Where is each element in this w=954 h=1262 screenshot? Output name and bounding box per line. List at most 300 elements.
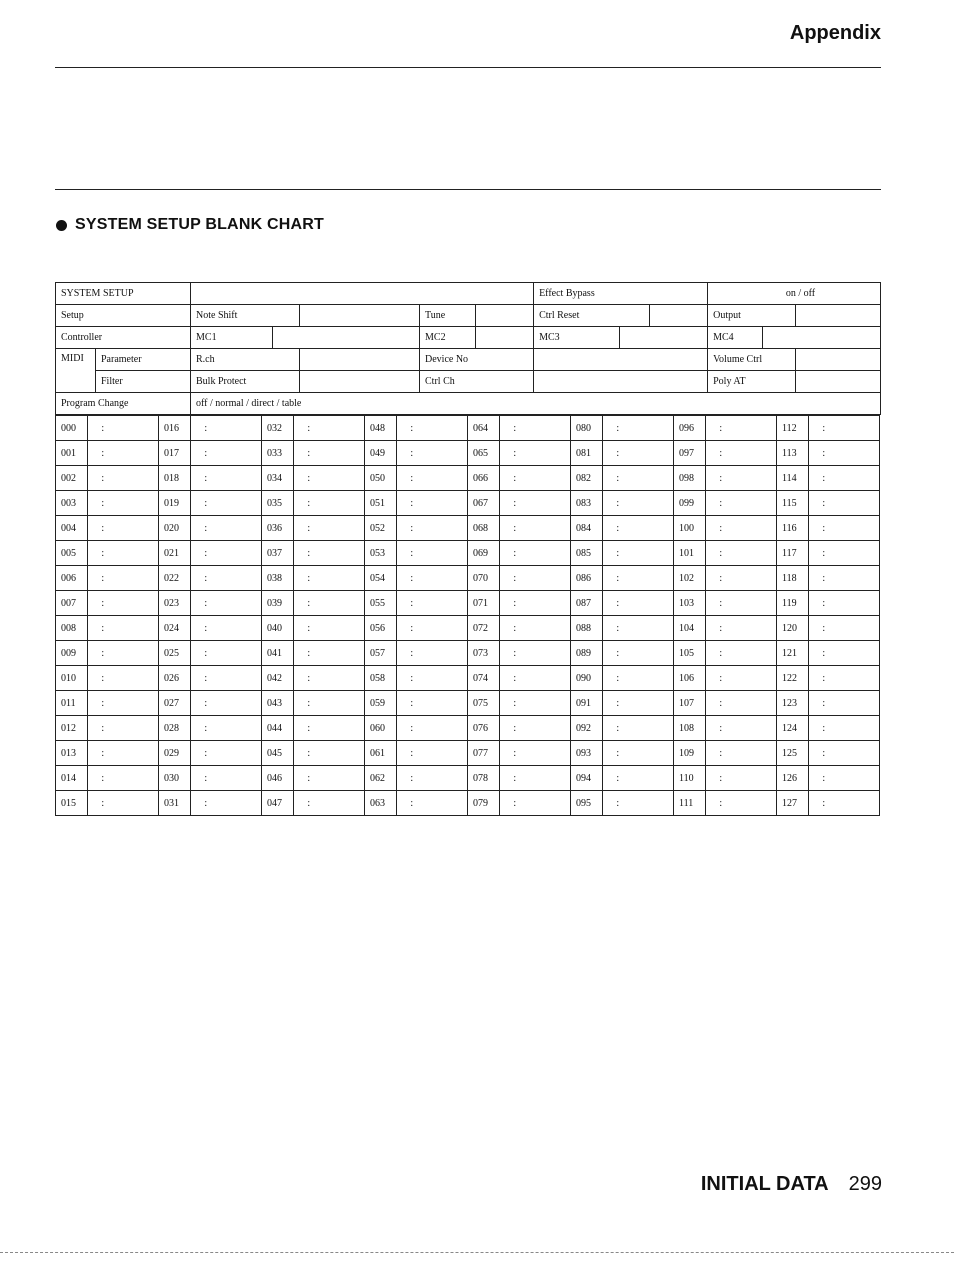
program-separator: : — [294, 466, 324, 491]
program-number: 094 — [571, 766, 603, 791]
program-value — [427, 591, 468, 616]
program-separator: : — [603, 691, 633, 716]
program-number: 071 — [468, 591, 500, 616]
program-value — [530, 791, 571, 816]
program-value — [530, 491, 571, 516]
program-number: 009 — [56, 641, 88, 666]
program-separator: : — [88, 566, 118, 591]
program-number: 089 — [571, 641, 603, 666]
program-separator: : — [809, 466, 839, 491]
program-separator: : — [500, 741, 530, 766]
program-separator: : — [191, 416, 221, 441]
program-separator: : — [500, 591, 530, 616]
program-number: 126 — [777, 766, 809, 791]
program-value — [221, 516, 262, 541]
program-number: 052 — [365, 516, 397, 541]
program-value — [839, 591, 880, 616]
program-separator: : — [706, 666, 736, 691]
program-number: 091 — [571, 691, 603, 716]
program-separator: : — [500, 716, 530, 741]
program-number: 093 — [571, 741, 603, 766]
program-change-label: Program Change — [56, 393, 191, 415]
program-value — [427, 766, 468, 791]
program-value — [324, 591, 365, 616]
program-number: 090 — [571, 666, 603, 691]
bulk-protect-value — [300, 371, 420, 393]
program-number: 045 — [262, 741, 294, 766]
program-value — [839, 641, 880, 666]
program-number: 112 — [777, 416, 809, 441]
system-setup-value — [191, 283, 534, 305]
program-value — [118, 466, 159, 491]
program-value — [736, 416, 777, 441]
program-separator: : — [809, 441, 839, 466]
program-separator: : — [809, 541, 839, 566]
program-value — [530, 416, 571, 441]
rch-label: R.ch — [191, 349, 300, 371]
program-separator: : — [397, 641, 427, 666]
program-value — [736, 666, 777, 691]
program-value — [839, 616, 880, 641]
program-value — [221, 416, 262, 441]
table-row — [56, 791, 880, 816]
program-number: 083 — [571, 491, 603, 516]
program-separator: : — [88, 616, 118, 641]
program-separator: : — [500, 541, 530, 566]
program-separator: : — [294, 766, 324, 791]
program-separator: : — [191, 641, 221, 666]
program-value — [324, 541, 365, 566]
program-value — [221, 566, 262, 591]
program-value — [633, 516, 674, 541]
filter-label: Filter — [96, 371, 191, 393]
program-value — [118, 491, 159, 516]
poly-at-label: Poly AT — [708, 371, 796, 393]
program-separator: : — [294, 516, 324, 541]
program-separator: : — [191, 766, 221, 791]
program-value — [324, 766, 365, 791]
program-number: 120 — [777, 616, 809, 641]
program-number: 082 — [571, 466, 603, 491]
program-number: 011 — [56, 691, 88, 716]
program-value — [633, 441, 674, 466]
program-separator: : — [88, 741, 118, 766]
program-separator: : — [500, 616, 530, 641]
program-value — [221, 716, 262, 741]
program-value — [324, 666, 365, 691]
mc3-value — [620, 327, 708, 349]
program-separator: : — [397, 716, 427, 741]
program-number: 084 — [571, 516, 603, 541]
mc3-label: MC3 — [534, 327, 620, 349]
program-number: 006 — [56, 566, 88, 591]
program-separator: : — [706, 791, 736, 816]
program-value — [221, 791, 262, 816]
program-separator: : — [603, 741, 633, 766]
program-separator: : — [88, 541, 118, 566]
program-value — [427, 741, 468, 766]
program-number: 095 — [571, 791, 603, 816]
program-number: 115 — [777, 491, 809, 516]
program-separator: : — [706, 541, 736, 566]
setup-row-system — [56, 283, 881, 305]
output-value — [796, 305, 881, 327]
program-number: 123 — [777, 691, 809, 716]
table-row — [56, 566, 880, 591]
program-value — [839, 416, 880, 441]
program-separator: : — [603, 616, 633, 641]
program-number: 077 — [468, 741, 500, 766]
program-value — [221, 666, 262, 691]
controller-label: Controller — [56, 327, 191, 349]
program-number: 000 — [56, 416, 88, 441]
volume-ctrl-label: Volume Ctrl — [708, 349, 796, 371]
program-number: 001 — [56, 441, 88, 466]
note-shift-label: Note Shift — [191, 305, 300, 327]
program-separator: : — [191, 541, 221, 566]
program-separator: : — [809, 491, 839, 516]
program-separator: : — [809, 716, 839, 741]
program-value — [324, 616, 365, 641]
program-separator: : — [603, 516, 633, 541]
program-number: 065 — [468, 441, 500, 466]
program-value — [427, 516, 468, 541]
program-number: 073 — [468, 641, 500, 666]
program-number: 107 — [674, 691, 706, 716]
program-separator: : — [603, 666, 633, 691]
table-row — [56, 691, 880, 716]
program-number: 022 — [159, 566, 191, 591]
program-separator: : — [809, 791, 839, 816]
program-separator: : — [500, 791, 530, 816]
program-value — [324, 416, 365, 441]
program-number: 074 — [468, 666, 500, 691]
program-number: 058 — [365, 666, 397, 691]
program-number: 010 — [56, 666, 88, 691]
program-change-table — [55, 415, 880, 816]
program-separator: : — [294, 566, 324, 591]
program-number: 062 — [365, 766, 397, 791]
table-row — [56, 491, 880, 516]
program-number: 099 — [674, 491, 706, 516]
program-value — [633, 666, 674, 691]
program-value — [221, 491, 262, 516]
program-value — [324, 791, 365, 816]
tune-value — [476, 305, 534, 327]
program-separator: : — [706, 691, 736, 716]
program-number: 036 — [262, 516, 294, 541]
program-separator: : — [500, 441, 530, 466]
program-separator: : — [88, 791, 118, 816]
program-value — [530, 716, 571, 741]
program-value — [839, 666, 880, 691]
program-number: 034 — [262, 466, 294, 491]
program-number: 119 — [777, 591, 809, 616]
program-number: 035 — [262, 491, 294, 516]
program-value — [633, 416, 674, 441]
mc2-label: MC2 — [420, 327, 476, 349]
program-separator: : — [397, 616, 427, 641]
program-separator: : — [294, 616, 324, 641]
program-value — [427, 541, 468, 566]
program-number: 108 — [674, 716, 706, 741]
program-separator: : — [294, 416, 324, 441]
program-value — [839, 566, 880, 591]
program-number: 121 — [777, 641, 809, 666]
footer-section-title: INITIAL DATA — [700, 1173, 829, 1195]
mc1-value — [273, 327, 420, 349]
program-value — [839, 741, 880, 766]
program-number: 078 — [468, 766, 500, 791]
program-number: 030 — [159, 766, 191, 791]
program-value — [530, 616, 571, 641]
program-separator: : — [500, 566, 530, 591]
table-row — [56, 666, 880, 691]
program-separator: : — [397, 541, 427, 566]
program-number: 110 — [674, 766, 706, 791]
program-separator: : — [603, 641, 633, 666]
program-value — [633, 566, 674, 591]
program-value — [839, 466, 880, 491]
program-separator: : — [294, 791, 324, 816]
program-value — [736, 441, 777, 466]
program-separator: : — [191, 716, 221, 741]
program-number: 038 — [262, 566, 294, 591]
program-separator: : — [706, 616, 736, 641]
program-number: 102 — [674, 566, 706, 591]
program-separator: : — [397, 691, 427, 716]
program-number: 117 — [777, 541, 809, 566]
program-separator: : — [88, 641, 118, 666]
program-value — [118, 591, 159, 616]
program-separator: : — [294, 541, 324, 566]
program-separator: : — [88, 416, 118, 441]
program-value — [736, 591, 777, 616]
program-number: 080 — [571, 416, 603, 441]
page-number: 299 — [848, 1173, 882, 1195]
program-value — [221, 466, 262, 491]
program-change-mode: off / normal / direct / table — [191, 393, 881, 415]
program-value — [221, 541, 262, 566]
program-number: 060 — [365, 716, 397, 741]
program-separator: : — [88, 441, 118, 466]
program-number: 054 — [365, 566, 397, 591]
program-separator: : — [294, 591, 324, 616]
program-separator: : — [809, 516, 839, 541]
program-value — [427, 491, 468, 516]
program-separator: : — [809, 641, 839, 666]
program-value — [324, 466, 365, 491]
program-value — [633, 591, 674, 616]
program-value — [427, 441, 468, 466]
program-separator: : — [500, 516, 530, 541]
program-separator: : — [397, 416, 427, 441]
program-number: 066 — [468, 466, 500, 491]
program-value — [118, 541, 159, 566]
program-separator: : — [809, 666, 839, 691]
program-separator: : — [603, 466, 633, 491]
program-number: 012 — [56, 716, 88, 741]
program-value — [118, 741, 159, 766]
program-number: 098 — [674, 466, 706, 491]
program-value — [530, 591, 571, 616]
program-number: 005 — [56, 541, 88, 566]
setup-row-midi-parameter — [56, 349, 881, 371]
program-separator: : — [397, 491, 427, 516]
program-separator: : — [88, 516, 118, 541]
program-separator: : — [191, 791, 221, 816]
program-value — [530, 441, 571, 466]
program-number: 014 — [56, 766, 88, 791]
program-separator: : — [294, 691, 324, 716]
note-shift-value — [300, 305, 420, 327]
program-number: 081 — [571, 441, 603, 466]
tune-label: Tune — [420, 305, 476, 327]
program-value — [633, 741, 674, 766]
parameter-label: Parameter — [96, 349, 191, 371]
program-separator: : — [500, 416, 530, 441]
program-number: 125 — [777, 741, 809, 766]
table-row — [56, 616, 880, 641]
program-number: 020 — [159, 516, 191, 541]
program-separator: : — [500, 691, 530, 716]
program-separator: : — [706, 516, 736, 541]
program-number: 033 — [262, 441, 294, 466]
program-value — [530, 766, 571, 791]
program-separator: : — [191, 691, 221, 716]
program-value — [736, 791, 777, 816]
program-number: 087 — [571, 591, 603, 616]
program-number: 031 — [159, 791, 191, 816]
program-separator: : — [397, 766, 427, 791]
program-value — [221, 441, 262, 466]
program-separator: : — [294, 641, 324, 666]
program-separator: : — [603, 441, 633, 466]
program-value — [530, 741, 571, 766]
program-number: 092 — [571, 716, 603, 741]
program-separator: : — [603, 716, 633, 741]
program-number: 008 — [56, 616, 88, 641]
table-row — [56, 641, 880, 666]
program-value — [118, 416, 159, 441]
program-value — [118, 791, 159, 816]
mc4-value — [763, 327, 881, 349]
mc1-label: MC1 — [191, 327, 273, 349]
program-value — [118, 616, 159, 641]
program-number: 028 — [159, 716, 191, 741]
program-number: 059 — [365, 691, 397, 716]
program-number: 021 — [159, 541, 191, 566]
program-separator: : — [294, 666, 324, 691]
device-no-value — [534, 349, 708, 371]
section-rule — [55, 189, 881, 190]
program-value — [427, 466, 468, 491]
program-value — [530, 691, 571, 716]
program-separator: : — [706, 766, 736, 791]
program-value — [427, 641, 468, 666]
program-separator: : — [603, 416, 633, 441]
table-row — [56, 516, 880, 541]
program-separator: : — [603, 491, 633, 516]
program-value — [427, 666, 468, 691]
program-separator: : — [294, 491, 324, 516]
program-value — [324, 741, 365, 766]
program-value — [427, 791, 468, 816]
program-separator: : — [809, 591, 839, 616]
program-separator: : — [706, 466, 736, 491]
program-separator: : — [706, 491, 736, 516]
program-value — [118, 666, 159, 691]
program-number: 069 — [468, 541, 500, 566]
mc4-label: MC4 — [708, 327, 763, 349]
program-number: 075 — [468, 691, 500, 716]
bottom-rule — [0, 1252, 954, 1253]
program-separator: : — [397, 666, 427, 691]
program-value — [324, 691, 365, 716]
program-value — [118, 691, 159, 716]
program-value — [324, 566, 365, 591]
program-value — [736, 691, 777, 716]
program-number: 088 — [571, 616, 603, 641]
program-separator: : — [809, 416, 839, 441]
program-number: 064 — [468, 416, 500, 441]
program-separator: : — [706, 416, 736, 441]
program-separator: : — [88, 466, 118, 491]
program-value — [633, 491, 674, 516]
program-number: 070 — [468, 566, 500, 591]
program-value — [530, 516, 571, 541]
program-value — [118, 516, 159, 541]
program-number: 041 — [262, 641, 294, 666]
program-number: 044 — [262, 716, 294, 741]
program-separator: : — [809, 766, 839, 791]
program-number: 027 — [159, 691, 191, 716]
program-value — [736, 566, 777, 591]
program-number: 023 — [159, 591, 191, 616]
program-number: 004 — [56, 516, 88, 541]
ctrl-ch-value — [534, 371, 708, 393]
program-value — [839, 441, 880, 466]
program-value — [839, 541, 880, 566]
program-number: 086 — [571, 566, 603, 591]
program-number: 106 — [674, 666, 706, 691]
program-separator: : — [191, 741, 221, 766]
table-row — [56, 716, 880, 741]
program-separator: : — [397, 741, 427, 766]
program-value — [530, 641, 571, 666]
program-number: 017 — [159, 441, 191, 466]
program-separator: : — [809, 741, 839, 766]
program-value — [118, 641, 159, 666]
bulk-protect-label: Bulk Protect — [191, 371, 300, 393]
program-number: 026 — [159, 666, 191, 691]
program-number: 109 — [674, 741, 706, 766]
program-value — [633, 466, 674, 491]
program-separator: : — [603, 591, 633, 616]
page-footer — [701, 1173, 882, 1196]
ctrl-ch-label: Ctrl Ch — [420, 371, 534, 393]
program-value — [427, 416, 468, 441]
program-value — [736, 491, 777, 516]
program-separator: : — [88, 591, 118, 616]
program-value — [839, 491, 880, 516]
program-value — [736, 616, 777, 641]
program-value — [633, 791, 674, 816]
volume-ctrl-value — [796, 349, 881, 371]
program-separator: : — [191, 566, 221, 591]
program-number: 047 — [262, 791, 294, 816]
program-value — [221, 641, 262, 666]
